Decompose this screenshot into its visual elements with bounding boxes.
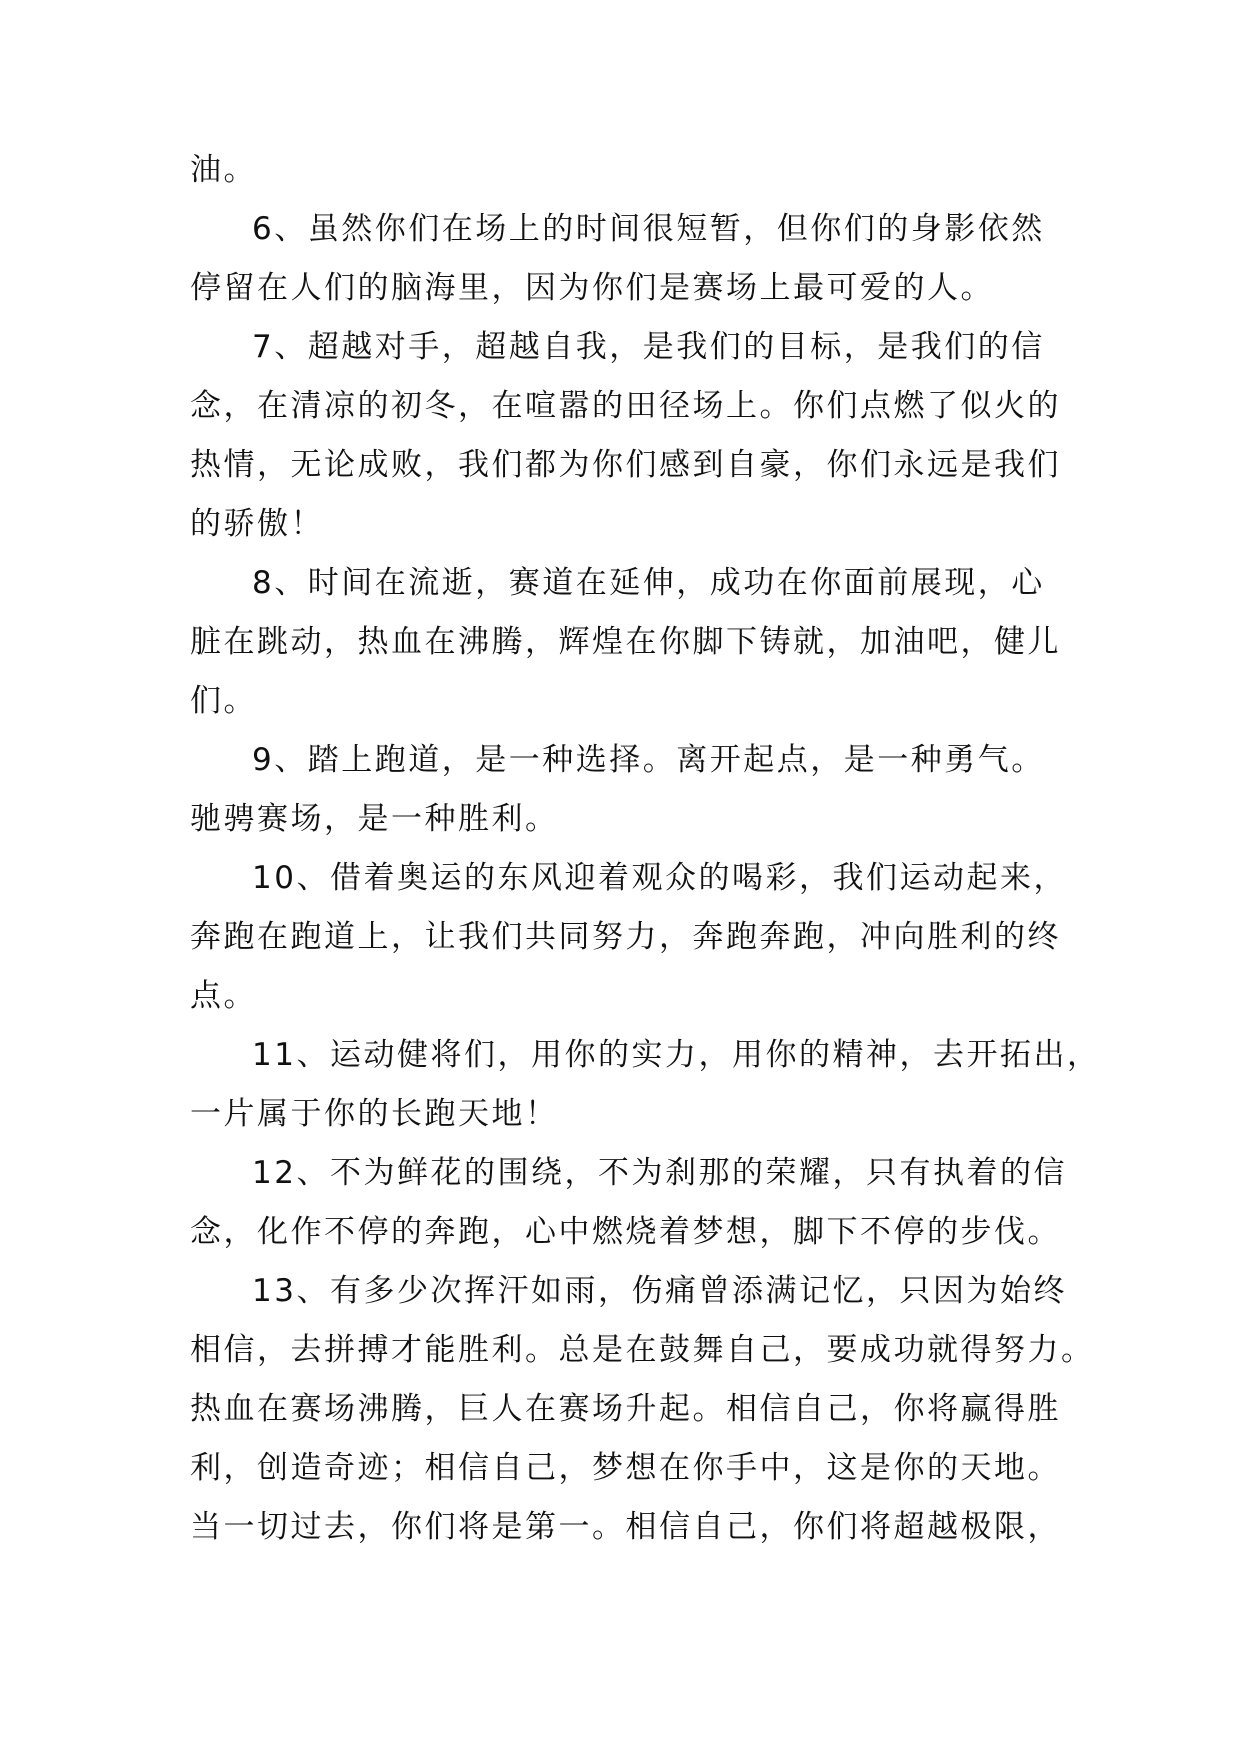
text-line: 驰骋赛场，是一种胜利。 [190,801,559,837]
text-line: 点。 [190,978,257,1014]
text-line: 9、踏上跑道，是一种选择。离开起点，是一种勇气。 [252,742,1045,778]
text-line: 念，化作不停的奔跑，心中燃烧着梦想，脚下不停的步伐。 [190,1214,1061,1250]
text-line: 相信，去拼搏才能胜利。总是在鼓舞自己，要成功就得努力。 [190,1332,1095,1368]
text-line: 念，在清凉的初冬，在喧嚣的田径场上。你们点燃了似火的 [190,388,1061,424]
text-line: 的骄傲！ [190,506,324,542]
text-line: 7、超越对手，超越自我，是我们的目标，是我们的信 [252,329,1045,365]
text-line: 12、不为鲜花的围绕，不为刹那的荣耀，只有执着的信 [252,1155,1067,1191]
text-line: 利，创造奇迹；相信自己，梦想在你手中，这是你的天地。 [190,1450,1061,1486]
text-line: 8、时间在流逝，赛道在延伸，成功在你面前展现，心 [252,565,1045,601]
text-line: 一片属于你的长跑天地！ [190,1096,559,1132]
text-line: 13、有多少次挥汗如雨，伤痛曾添满记忆，只因为始终 [252,1273,1067,1309]
text-line: 10、借着奥运的东风迎着观众的喝彩，我们运动起来， [252,860,1067,896]
text-line: 热血在赛场沸腾，巨人在赛场升起。相信自己，你将赢得胜 [190,1391,1061,1427]
text-line: 奔跑在跑道上，让我们共同努力，奔跑奔跑，冲向胜利的终 [190,919,1061,955]
text-line: 11、运动健将们，用你的实力，用你的精神，去开拓出， [252,1037,1101,1073]
text-line: 6、虽然你们在场上的时间很短暂，但你们的身影依然 [252,211,1045,247]
text-line: 油。 [190,152,257,188]
text-line: 当一切过去，你们将是第一。相信自己，你们将超越极限， [190,1509,1061,1545]
text-line: 停留在人们的脑海里，因为你们是赛场上最可爱的人。 [190,270,994,306]
text-line: 们。 [190,683,257,719]
text-line: 热情，无论成败，我们都为你们感到自豪，你们永远是我们 [190,447,1061,483]
text-line: 脏在跳动，热血在沸腾，辉煌在你脚下铸就，加油吧，健儿 [190,624,1061,660]
